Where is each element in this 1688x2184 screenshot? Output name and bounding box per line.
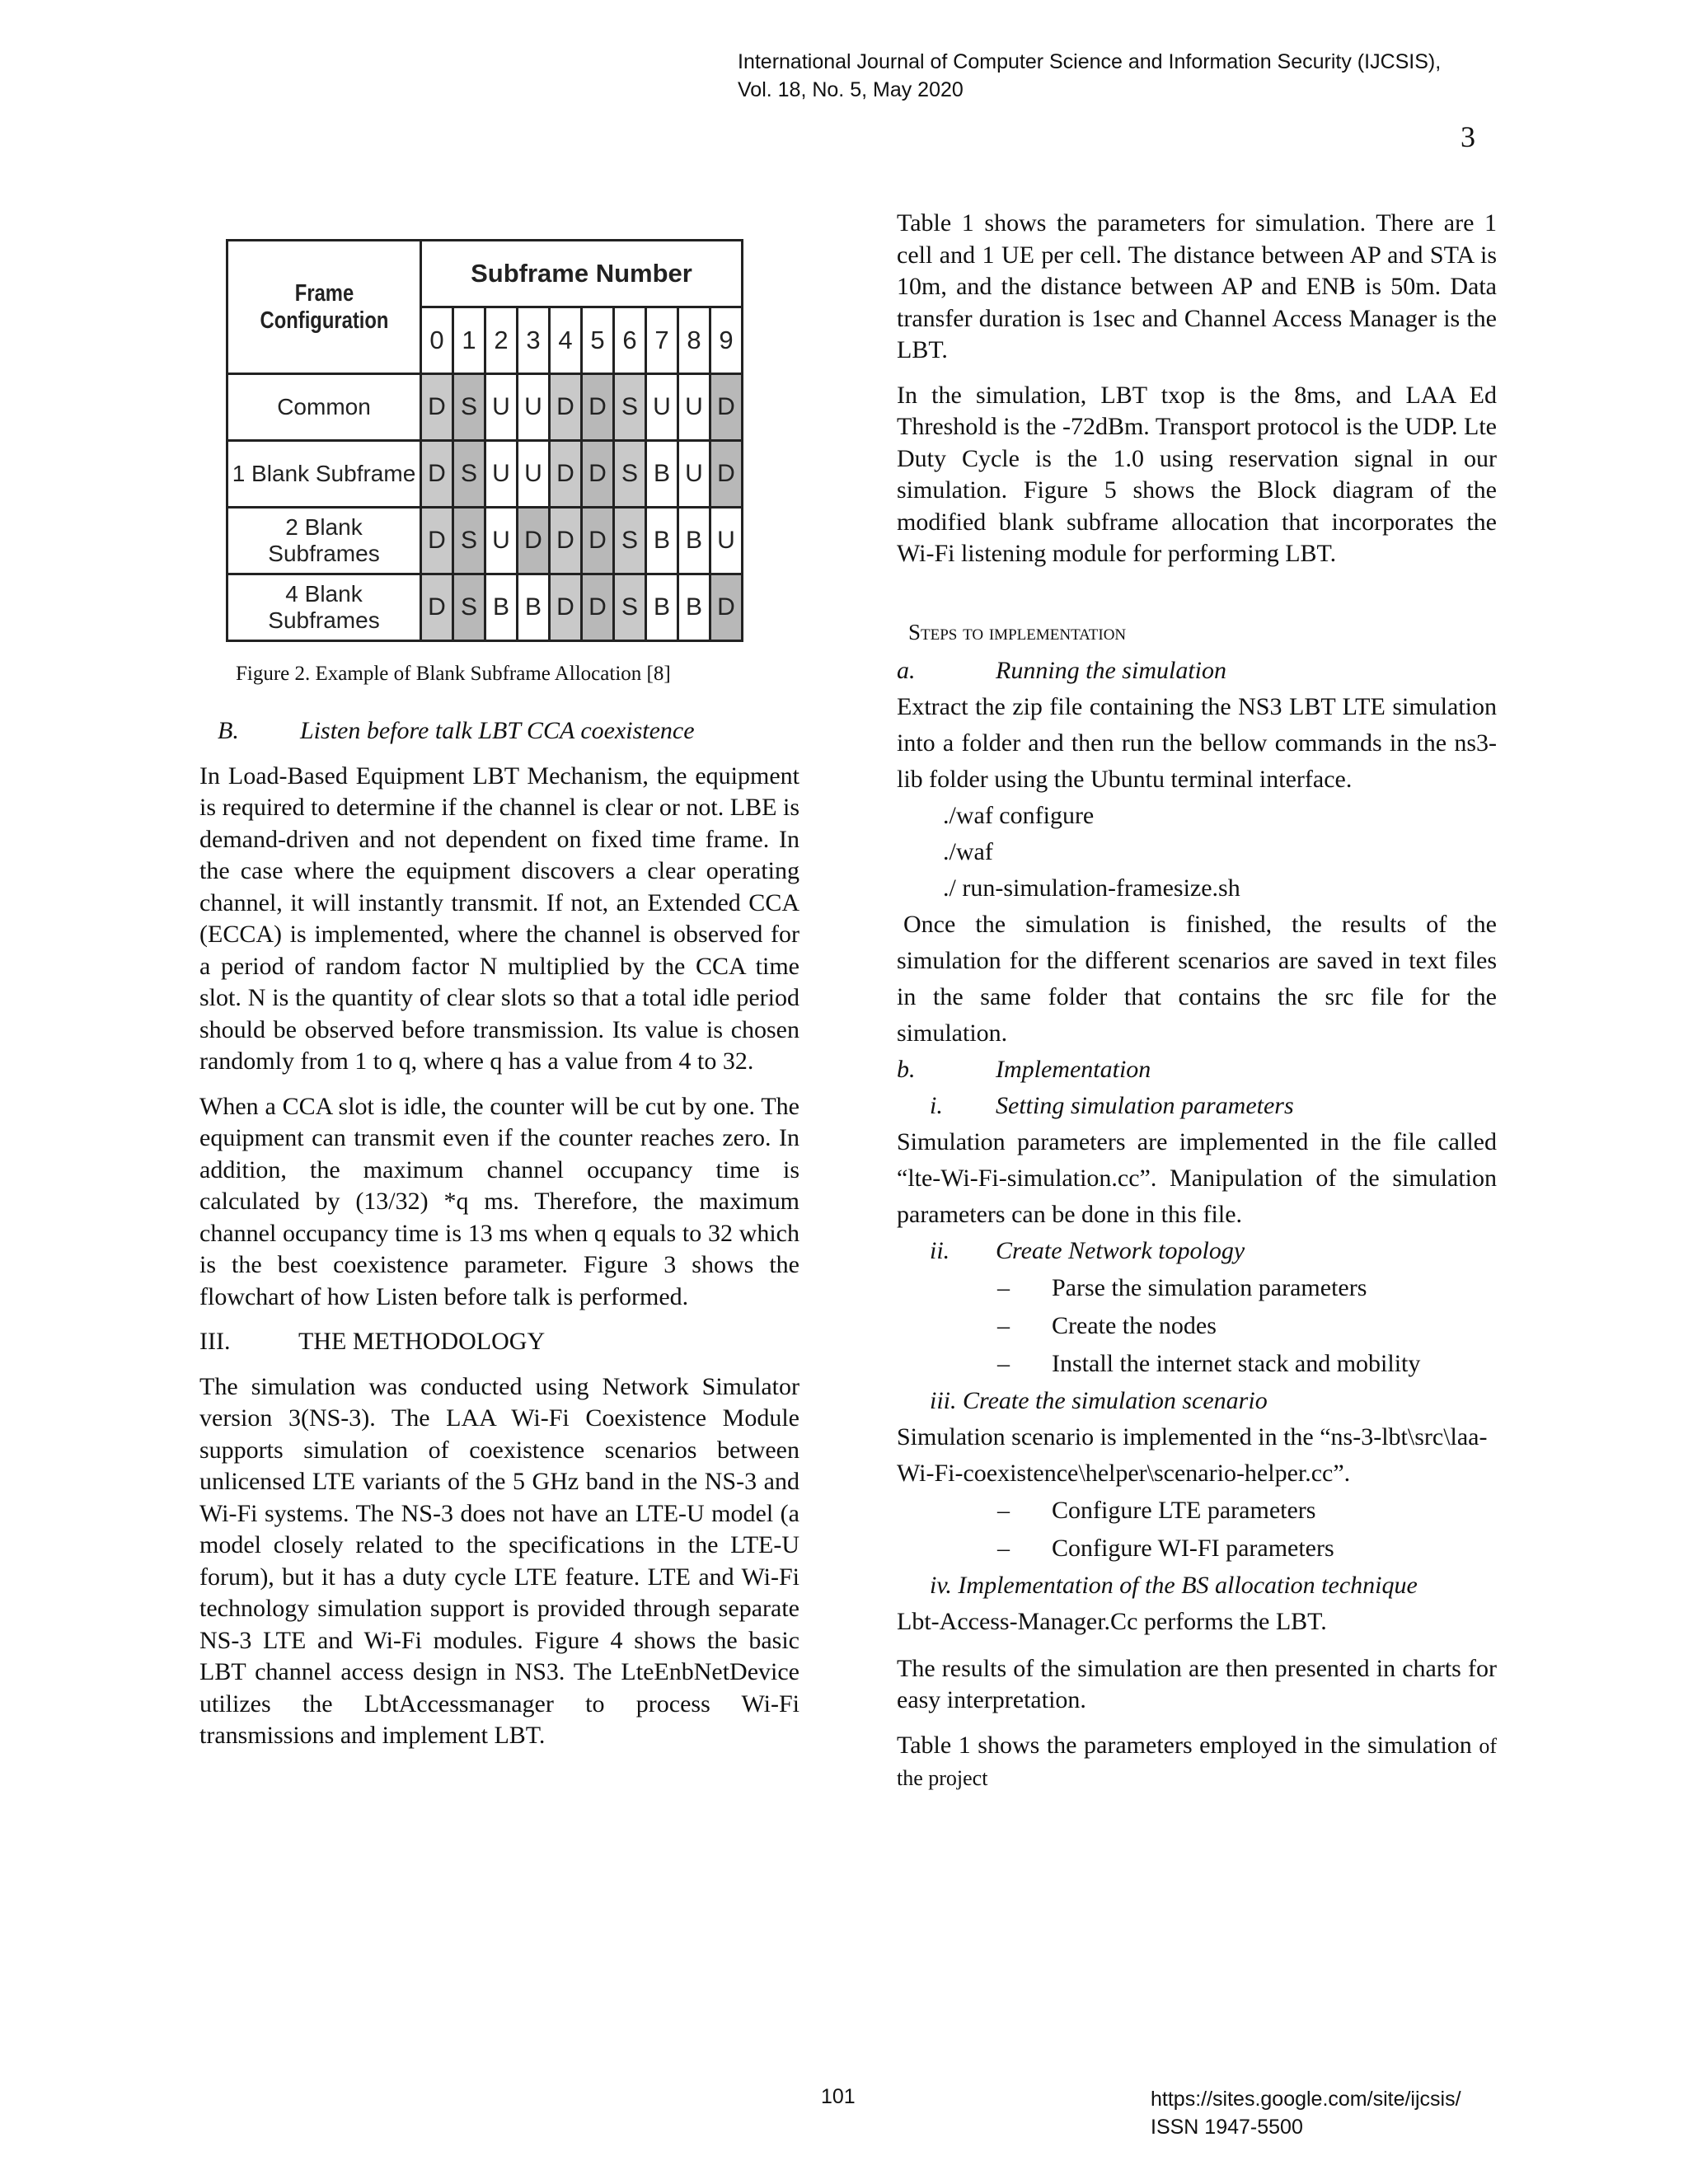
subframe-cell: D xyxy=(710,374,743,441)
section-3-title: THE METHODOLOGY xyxy=(298,1328,546,1355)
step-b-label: b. xyxy=(897,1055,916,1083)
section-b-heading xyxy=(199,715,799,748)
section-3-heading xyxy=(199,1326,799,1358)
step-a-heading xyxy=(897,653,1497,689)
subframe-cell: B xyxy=(678,508,710,574)
subframe-cell: U xyxy=(485,508,518,574)
footer-page-number: 101 xyxy=(821,2085,856,2108)
topology-steps-list xyxy=(897,1269,1497,1383)
step-iii-heading: iii. Create the simulation scenario xyxy=(930,1386,1268,1414)
subframe-cell: D xyxy=(421,374,453,441)
paragraph-extract: Extract the zip file containing the NS3 LBT LTE simulation into a folder and then run the bellow commands in the ns3-lib folder using the Ubuntu terminal interface. xyxy=(897,692,1497,793)
subframe-cell: S xyxy=(614,508,646,574)
list-item xyxy=(897,1530,1497,1568)
subframe-cell: D xyxy=(710,574,743,641)
subframe-cell: D xyxy=(550,508,582,574)
subframe-number-cell: 3 xyxy=(518,307,550,374)
page-number: 3 xyxy=(1461,120,1475,153)
subframe-number-cell: 1 xyxy=(453,307,485,374)
subframe-cell: U xyxy=(678,374,710,441)
subframe-cell: D xyxy=(518,508,550,574)
step-ii-title: Create Network topology xyxy=(996,1236,1245,1264)
list-item-text: Parse the simulation parameters xyxy=(1052,1273,1367,1301)
subframe-cell: B xyxy=(678,574,710,641)
step-i-title: Setting simulation parameters xyxy=(996,1091,1294,1119)
subframe-cell: D xyxy=(421,441,453,508)
subframe-number-cell: 8 xyxy=(678,307,710,374)
list-item-text: Configure LTE parameters xyxy=(1052,1496,1316,1524)
list-item xyxy=(897,1492,1497,1530)
journal-title: International Journal of Computer Science and Information Security (IJCSIS), xyxy=(738,50,1442,73)
subframe-cell: U xyxy=(678,441,710,508)
paragraph-sim-params: Simulation parameters are implemented in the file called “lte-Wi-Fi-simulation.cc”. Manipulation of the simulation parameters can be done in this file. xyxy=(897,1127,1497,1228)
paragraph-cca: When a CCA slot is idle, the counter will be cut by one. The equipment can transmit even if the counter reaches zero. In addition, the maximum channel occupancy time is calculated by (13/32) *q ms. Therefore, the maximum channel occupancy time is 13 ms when q equals to 32 which is the best coexistence parameter. Figure 3 shows the flowchart of how Listen before talk is performed. xyxy=(199,1092,799,1310)
subframe-cell: B xyxy=(518,574,550,641)
paragraph-lbt-manager: Lbt-Access-Manager.Cc performs the LBT. xyxy=(897,1607,1327,1635)
dash-bullet-icon: – xyxy=(997,1349,1010,1377)
subframe-cell: B xyxy=(485,574,518,641)
step-a-label: a. xyxy=(897,656,916,684)
subframe-number-cell: 5 xyxy=(582,307,614,374)
step-b-heading xyxy=(897,1052,1497,1088)
dash-bullet-icon: – xyxy=(997,1534,1010,1562)
right-column xyxy=(897,208,1497,1808)
subframe-cell: S xyxy=(453,441,485,508)
blank-subframe-table xyxy=(226,239,743,642)
subframe-number-cell: 0 xyxy=(421,307,453,374)
subframe-number-header: Subframe Number xyxy=(421,241,743,307)
step-ii-label: ii. xyxy=(930,1236,950,1264)
paragraph-results-saved: Once the simulation is finished, the results of the simulation for the different scenarios are saved in text files in the same folder that contains the src file for the simulation. xyxy=(897,910,1497,1047)
section-b-title: Listen before talk LBT CCA coexistence xyxy=(300,717,695,744)
subframe-cell: D xyxy=(582,508,614,574)
config-label: 4 Blank Subframes xyxy=(227,574,421,641)
subframe-cell: D xyxy=(421,508,453,574)
subframe-config-row xyxy=(227,508,743,574)
frame-configuration-header: Frame Configuration xyxy=(245,241,404,374)
subframe-cell: S xyxy=(453,374,485,441)
scenario-steps-list xyxy=(897,1492,1497,1568)
step-a-title: Running the simulation xyxy=(996,656,1226,684)
step-b-title: Implementation xyxy=(996,1055,1151,1083)
left-column xyxy=(199,715,799,1765)
subframe-cell: D xyxy=(550,574,582,641)
subframe-config-row xyxy=(227,574,743,641)
subframe-cell: S xyxy=(453,508,485,574)
list-item xyxy=(897,1307,1497,1345)
subframe-cell: U xyxy=(518,441,550,508)
step-iv-heading: iv. Implementation of the BS allocation technique xyxy=(930,1571,1418,1599)
subframe-cell: B xyxy=(646,574,678,641)
config-label: Common xyxy=(227,374,421,441)
config-label: 1 Blank Subframe xyxy=(227,441,421,508)
subframe-rows xyxy=(227,374,743,641)
subframe-cell: B xyxy=(646,441,678,508)
journal-volume: Vol. 18, No. 5, May 2020 xyxy=(738,78,964,101)
step-i-heading xyxy=(897,1088,1497,1124)
paragraph-methodology: The simulation was conducted using Network Simulator version 3(NS-3). The LAA Wi-Fi Coexistence Module supports simulation of coexistence scenarios between unlicensed LTE variants of the 5 GHz band in the NS-3 and Wi-Fi systems. The NS-3 does not have an LTE-U model (a model closely related to the specifications in the LTE-U forum), but it has a duty cycle LTE feature. LTE and Wi-Fi technology simulation support is provided through separate NS-3 LTE and Wi-Fi modules. Figure 4 shows the basic LBT channel access design in NS3. The LteEnbNetDevice utilizes the LbtAccessmanager to process Wi-Fi transmissions and implement LBT. xyxy=(199,1372,799,1749)
subframe-cell: U xyxy=(646,374,678,441)
section-b-label: B. xyxy=(218,717,239,744)
config-label: 2 Blank Subframes xyxy=(227,508,421,574)
footer-issn: ISSN 1947-5500 xyxy=(1151,2116,1303,2139)
subframe-cell: S xyxy=(614,574,646,641)
list-item-text: Create the nodes xyxy=(1052,1311,1217,1339)
subframe-cell: D xyxy=(582,574,614,641)
subframe-cell: D xyxy=(550,441,582,508)
list-item-text: Install the internet stack and mobility xyxy=(1052,1349,1421,1377)
figure-2-caption: Figure 2. Example of Blank Subframe Allocation [8] xyxy=(236,663,671,685)
table1-employed-suffix: of the project xyxy=(897,1733,1497,1790)
subframe-cell: B xyxy=(646,508,678,574)
subframe-number-cell: 2 xyxy=(485,307,518,374)
paragraph-table1-employed xyxy=(897,1730,1497,1795)
section-3-number: III. xyxy=(199,1328,231,1355)
step-i-label: i. xyxy=(930,1091,943,1119)
subframe-cell: U xyxy=(485,374,518,441)
subframe-cell: D xyxy=(421,574,453,641)
dash-bullet-icon: – xyxy=(997,1496,1010,1524)
subframe-cell: U xyxy=(710,508,743,574)
step-ii-heading xyxy=(897,1233,1497,1269)
steps-heading: Steps to implementation xyxy=(908,619,1127,644)
subframe-cell: D xyxy=(710,441,743,508)
paragraph-lbt-txop: In the simulation, LBT txop is the 8ms, and LAA Ed Threshold is the -72dBm. Transport protocol is the UDP. Lte Duty Cycle is the 1.0 using reservation signal in our simulation. Figure 5 shows the Block diagram of the modified blank subframe allocation that incorporates the Wi-Fi listening module for performing LBT. xyxy=(897,381,1497,567)
subframe-config-row xyxy=(227,441,743,508)
subframe-cell: S xyxy=(614,374,646,441)
journal-header xyxy=(738,48,1441,104)
list-item xyxy=(897,1345,1497,1383)
subframe-number-cell: 6 xyxy=(614,307,646,374)
list-item-text: Configure WI-FI parameters xyxy=(1052,1534,1334,1562)
paragraph-results-charts: The results of the simulation are then presented in charts for easy interpretation. xyxy=(897,1654,1497,1713)
dash-bullet-icon: – xyxy=(997,1311,1010,1339)
list-item xyxy=(897,1269,1497,1307)
subframe-number-cell: 9 xyxy=(710,307,743,374)
subframe-cell: D xyxy=(582,374,614,441)
subframe-cell: D xyxy=(550,374,582,441)
subframe-cell: U xyxy=(518,374,550,441)
command-run-simulation: ./ run-simulation-framesize.sh xyxy=(943,874,1240,902)
dash-bullet-icon: – xyxy=(997,1273,1010,1301)
paragraph-scenario: Simulation scenario is implemented in the “ns-3-lbt\src\laa-Wi-Fi-coexistence\helper\scenario-helper.cc”. xyxy=(897,1422,1488,1487)
paragraph-lbe: In Load-Based Equipment LBT Mechanism, the equipment is required to determine if the channel is clear or not. LBE is demand-driven and not dependent on fixed time frame. In the case where the equipment discovers a clear operating channel, it will instantly transmit. If not, an Extended CCA (ECCA) is implemented, where the channel is observed for a period of random factor N multiplied by the CCA time slot. N is the quantity of clear slots so that a total idle period should be observed before transmission. Its value is chosen randomly from 1 to q, where q has a value from 4 to 32. xyxy=(199,762,799,1075)
table1-employed-text: Table 1 shows the parameters employed in the simulation xyxy=(897,1731,1472,1759)
command-waf-configure: ./waf configure xyxy=(943,801,1095,829)
figure-2 xyxy=(226,239,743,642)
paragraph-table1-params: Table 1 shows the parameters for simulation. There are 1 cell and 1 UE per cell. The distance between AP and STA is 10m, and the distance between AP and ENB is 50m. Data transfer duration is 1sec and Channel Access Manager is the LBT. xyxy=(897,209,1497,363)
subframe-config-row xyxy=(227,374,743,441)
subframe-cell: S xyxy=(614,441,646,508)
command-waf: ./waf xyxy=(943,837,993,865)
subframe-cell: S xyxy=(453,574,485,641)
subframe-cell: U xyxy=(485,441,518,508)
steps-section xyxy=(897,653,1497,1640)
footer-info xyxy=(1151,2085,1461,2141)
footer-url[interactable]: https://sites.google.com/site/ijcsis/ xyxy=(1151,2088,1461,2111)
subframe-number-cell: 4 xyxy=(550,307,582,374)
subframe-cell: D xyxy=(582,441,614,508)
subframe-number-cell: 7 xyxy=(646,307,678,374)
